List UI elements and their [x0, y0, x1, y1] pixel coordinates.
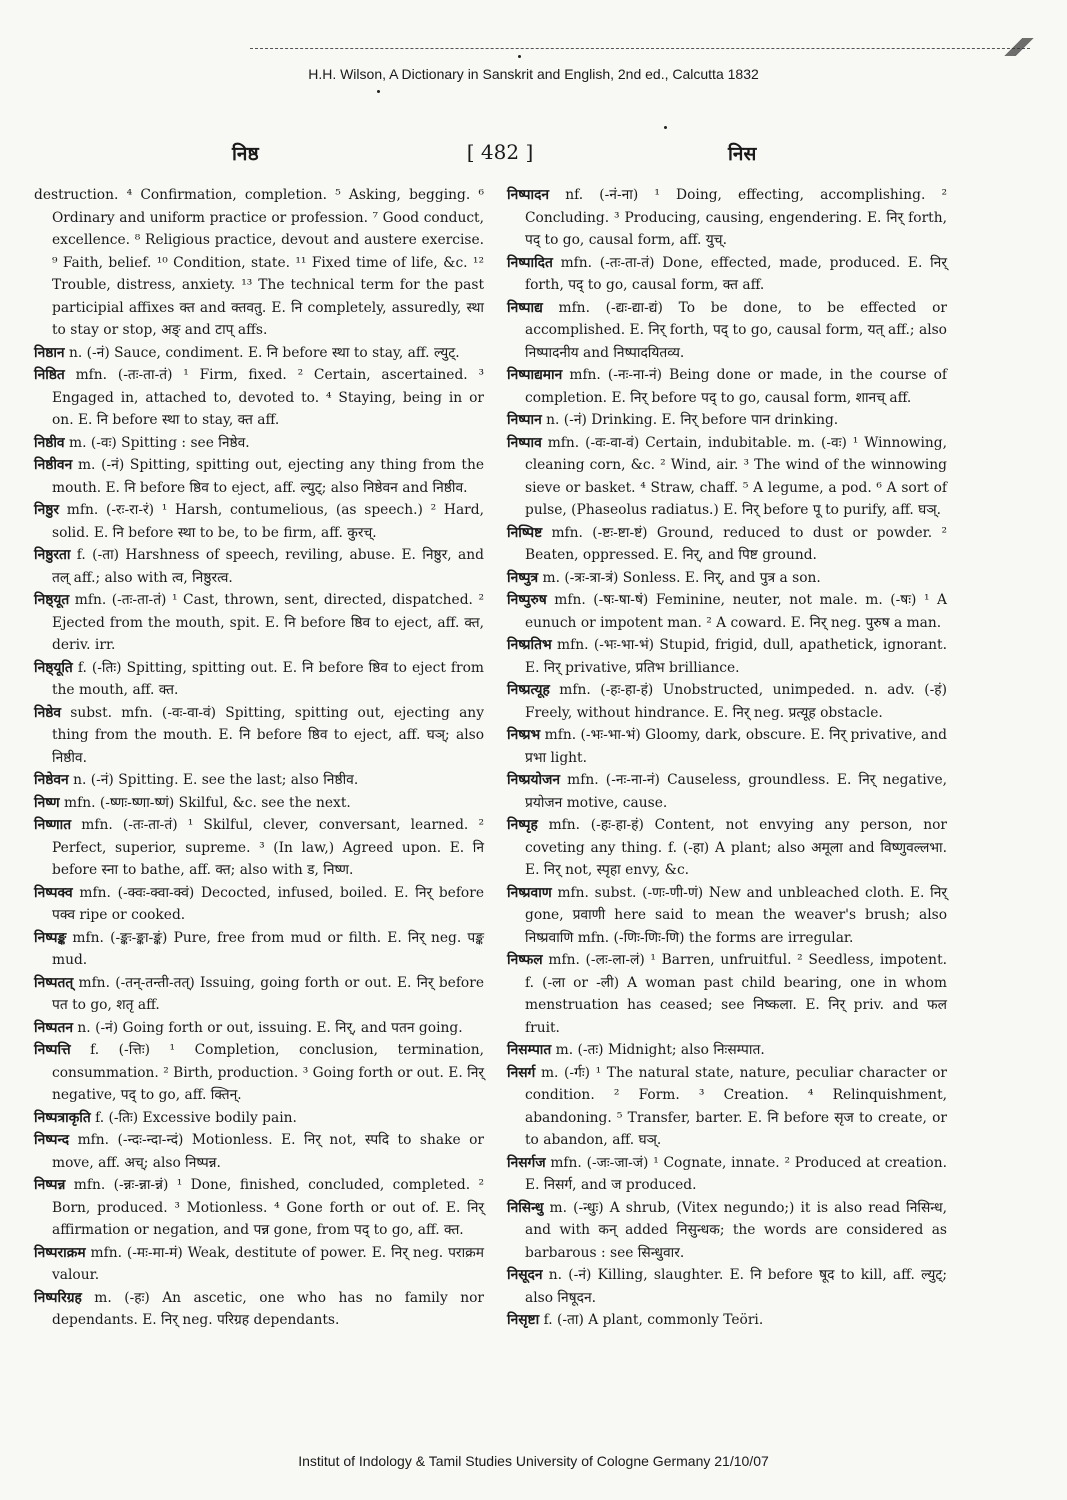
entry-definition: n. (-नं) Spitting. E. see the last; also निष्ठीव.: [68, 772, 359, 788]
dictionary-entry: [34, 972, 484, 1017]
entry-definition: mfn. (-भः-भा-भं) Stupid, frigid, dull, apathetick, ignorant. E. निर् privative, प्रतिभ brilliance.: [525, 637, 947, 676]
dictionary-entry: [34, 432, 484, 455]
entry-headword: निष्पन्न: [34, 1177, 66, 1193]
dictionary-entry: [507, 769, 947, 814]
dictionary-entry: [34, 1017, 484, 1040]
entry-definition: mfn. (-षः-षा-षं) Feminine, neuter, not male. m. (-षः) ¹ A eunuch or impotent man. ² A coward. E. निर् neg. पुरुष a man.: [525, 592, 947, 631]
entry-definition: m. (-वः) Spitting : see निष्ठेव.: [64, 434, 250, 451]
entry-headword: निष्प्रत्यूह: [507, 682, 550, 698]
dictionary-entry: [507, 432, 947, 522]
entry-definition: mfn. (-न्नः-न्ना-न्नं) ¹ Done, finished, concluded, completed. ² Born, produced. ³ Motionless. ⁴ Gone forth or out of. E. निर् affirmation or negation, and पन्न gone, from पद् to go, aff. क्त.: [52, 1177, 484, 1238]
entry-definition: mfn. (-ष्णः-ष्णा-ष्णं) Skilful, &c. see the next.: [59, 794, 351, 811]
dictionary-entry: [34, 499, 484, 544]
entry-headword: निष्पादित: [507, 254, 553, 271]
entry-headword: निसर्ग: [507, 1064, 536, 1081]
dictionary-entry: [34, 342, 484, 365]
entry-definition: mfn. (-लः-ला-लं) ¹ Barren, unfruitful. ² Seedless, impotent. f. (-ला or -ली) A woman past child bearing, one in whom menstruation has ceased; see निष्कला. E. निर् priv. and फल fruit.: [525, 952, 947, 1036]
dictionary-entry: [507, 1152, 947, 1197]
entry-headword: निष्परिग्रह: [34, 1289, 82, 1306]
entry-definition: mfn. (-रः-रा-रं) ¹ Harsh, contumelious, (as speech.) ² Hard, solid. E. नि before स्था to be, to be firm, aff. कुरच्.: [52, 502, 484, 541]
source-header: H.H. Wilson, A Dictionary in Sanskrit and English, 2nd ed., Calcutta 1832: [308, 66, 759, 82]
dictionary-entry: [34, 882, 484, 927]
entry-headword: निष्ठुर: [34, 502, 59, 518]
entry-definition: mfn. (-क्वः-क्वा-क्वं) Decocted, infused, boiled. E. निर् before पक्व ripe or cooked.: [52, 884, 484, 923]
dictionary-entry: [507, 409, 947, 432]
entry-headword: निष्ठीवन: [34, 457, 73, 473]
entry-headword: निसृष्टा: [507, 1312, 540, 1328]
entry-definition: f. (-ता) A plant, commonly Teöri.: [539, 1312, 764, 1328]
dictionary-entry: [34, 1129, 484, 1174]
dictionary-entry: [34, 927, 484, 972]
entry-headword: निसर्गज: [507, 1154, 546, 1171]
entry-headword: निष्पाव: [507, 434, 542, 451]
corner-mark: [999, 38, 1039, 56]
entry-headword: निष्पन्द: [34, 1132, 70, 1148]
entry-headword: निष्प्रवाण: [507, 884, 552, 901]
dictionary-entry: [34, 1039, 484, 1107]
dictionary-entry: [507, 1264, 947, 1309]
entry-definition: n. (-नं) Sauce, condiment. E. नि before स्था to stay, aff. ल्युट्.: [64, 344, 460, 361]
dictionary-entry: [507, 522, 947, 567]
entry-definition: n. (-नं) Killing, slaughter. E. नि before षूद to kill, aff. ल्युट्; also निषूदन.: [525, 1267, 947, 1306]
entry-definition: f. (-ता) Harshness of speech, reviling, abuse. E. निष्ठुर, and तल् aff.; also with त्व, निष्ठुरत्व.: [52, 547, 484, 586]
dictionary-entry: [507, 184, 947, 252]
entry-definition: m. (-नं) Spitting, spitting out, ejecting any thing from the mouth. E. नि before ष्ठिव to eject, aff. ल्युट्; also निष्ठेवन and निष्ठीव.: [52, 457, 484, 496]
entry-headword: निष्पत्राकृति: [34, 1109, 91, 1126]
dictionary-entry: [507, 589, 947, 634]
dictionary-entry: [34, 454, 484, 499]
dictionary-entry: [507, 949, 947, 1039]
entry-definition: f. (-त्तिः) ¹ Completion, conclusion, termination, consummation. ² Birth, production. ³ Going forth or out. E. निर् negative, पद् to go, aff. क्तिन्.: [52, 1042, 484, 1103]
dictionary-entry: [34, 1242, 484, 1287]
entry-definition: mfn. (-तन्-तन्ती-तत्) Issuing, going forth or out. E. निर् before पत to go, शतृ aff.: [52, 974, 484, 1013]
dictionary-entry: [507, 567, 947, 590]
entry-headword: निसिन्धु: [507, 1199, 544, 1216]
dictionary-entry: [507, 679, 947, 724]
entry-headword: निष्पाद्यमान: [507, 367, 563, 383]
entry-definition: mfn. (-भः-भा-भं) Gloomy, dark, obscure. E. निर् privative, and प्रभा light.: [525, 727, 947, 766]
entry-definition: mfn. (-हः-हा-हं) Content, not envying any person, nor coveting any thing. f. (-हा) A plant; also अमूला and विष्णुवल्लभा. E. निर् not, स्पृहा envy, &c.: [525, 817, 947, 878]
entry-headword: निष्ठान: [34, 344, 65, 361]
entry-headword: निष्पादन: [507, 187, 550, 203]
dictionary-entry: [507, 814, 947, 882]
entry-definition: destruction. ⁴ Confirmation, completion. ⁵ Asking, begging. ⁶ Ordinary and uniform practice or profession. ⁷ Good conduct, excellence. ⁸ Religious practice, devout and austere exercise. ⁹ Faith, belief. ¹⁰ Condition, state. ¹¹ Fixed time of life, &c. ¹² Trouble, distress, anxiety. ¹³ The technical term for the past participial affixes क्त and क्तवतु. E. नि completely, assuredly, स्था to stay or stop, अङ् and टाप् affs.: [34, 187, 484, 338]
entry-definition: m. (-र्गः) ¹ The natural state, nature, peculiar character or condition. ² Form. ³ Creation. ⁴ Relinquishment, abandoning. ⁵ Transfer, barter. E. नि before सृज to create, or to abandon, aff. घञ्.: [525, 1064, 947, 1148]
entry-headword: निष्पुत्र: [507, 569, 539, 586]
dictionary-entry: [34, 1174, 484, 1242]
dictionary-entry: [507, 882, 947, 950]
entry-headword: निष्ठेवन: [34, 772, 69, 788]
entry-headword: निष्पाद्य: [507, 299, 543, 316]
entry-definition: mfn. (-हः-हा-हं) Unobstructed, unimpeded. n. adv. (-हं) Freely, without hindrance. E. निर् neg. प्रत्यूह obstacle.: [525, 682, 947, 721]
dictionary-entry: [507, 252, 947, 297]
entry-headword: निसम्पात: [507, 1042, 552, 1058]
entry-definition: mfn. (-तः-ता-तं) ¹ Firm, fixed. ² Certain, ascertained. ³ Engaged in, attached to, devoted to. ⁴ Staying, being in or on. E. नि before स्था to stay, क्त aff.: [52, 367, 484, 428]
entry-headword: निष्पत्ति: [34, 1042, 71, 1058]
entry-definition: f. (-तिः) Excessive bodily pain.: [90, 1109, 297, 1126]
dictionary-entry: [34, 364, 484, 432]
entry-definition: mfn. subst. (-णः-णी-णं) New and unbleached cloth. E. निर् gone, प्रवाणी here said to mean the weaver's brush; also निष्प्रवाणि mfn. (-णिः-णिः-णि) the forms are irregular.: [525, 884, 947, 946]
entry-headword: निष्पक्व: [34, 884, 73, 901]
right-column: [507, 184, 947, 1332]
dictionary-entry: [507, 297, 947, 365]
entry-headword: निष्फल: [507, 952, 543, 968]
left-column: [34, 184, 484, 1332]
entry-definition: mfn. (-न्दः-न्दा-न्दं) Motionless. E. निर् not, स्पदि to shake or move, aff. अच्; also निष्पन्न.: [52, 1132, 484, 1171]
entry-definition: mfn. (-जः-जा-जं) ¹ Cognate, innate. ² Produced at creation. E. निसर्ग, and ज produced.: [525, 1154, 947, 1193]
dictionary-entry: [507, 634, 947, 679]
entry-definition: mfn. (-नः-ना-नं) Being done or made, in the course of completion. E. निर् before पद् to go, causal form, शानच् aff.: [525, 367, 947, 406]
entry-headword: निष्ठेव: [34, 704, 62, 721]
entry-definition: mfn. (-नः-ना-नं) Causeless, groundless. E. निर् negative, प्रयोजन motive, cause.: [525, 772, 947, 811]
entry-definition: f. (-तिः) Spitting, spitting out. E. नि before ष्ठिव to eject from the mouth, aff. क्त.: [52, 659, 484, 698]
entry-headword: निष्पृह: [507, 817, 538, 833]
entry-headword: निष्पराक्रम: [34, 1244, 86, 1261]
entry-definition: m. (-तः) Midnight; also निःसम्पात.: [551, 1042, 765, 1058]
entry-headword: निष्ठीव: [34, 434, 65, 451]
entry-headword: निष्ठित: [34, 367, 65, 383]
entry-definition: mfn. (-तः-ता-तं) Done, effected, made, produced. E. निर् forth, पद् to go, causal form, क्त aff.: [525, 254, 947, 293]
entry-definition: n. (-नं) Going forth or out, issuing. E. निर्, and पतन going.: [73, 1019, 463, 1036]
dictionary-entry: [34, 1287, 484, 1332]
entry-headword: निष्ठ्यूति: [34, 659, 73, 676]
source-footer: Institut of Indology & Tamil Studies University of Cologne Germany 21/10/07: [298, 1453, 769, 1469]
dictionary-entry: [34, 1107, 484, 1130]
speck: [377, 90, 380, 93]
left-running-head: निष्ठ: [232, 143, 259, 165]
top-rule: [250, 48, 1030, 49]
dictionary-entry: [34, 184, 484, 342]
dictionary-entry: [34, 657, 484, 702]
entry-headword: निष्पान: [507, 412, 542, 428]
entry-definition: mfn. (-ङ्कः-ङ्का-ङ्कं) Pure, free from mud or filth. E. निर् neg. पङ्क mud.: [52, 929, 484, 968]
entry-definition: mfn. (-द्यः-द्या-द्यं) To be done, to be effected or accomplished. E. निर् forth, पद् to go, causal form, यत् aff.; also निष्पादनीय and निष्पादयितव्य.: [525, 299, 947, 361]
entry-definition: mfn. (-वः-वा-वं) Certain, indubitable. m. (-वः) ¹ Winnowing, cleaning corn, &c. ² Wind, air. ³ The wind of the winnowing sieve or basket. ⁴ Straw, chaff. ⁵ A legume, a pod. ⁶ A sort of pulse, (Phaseolus radiatus.) E. निर् before पू to purify, aff. घञ्.: [525, 434, 947, 518]
entry-definition: mfn. (-ष्टः-ष्टा-ष्टं) Ground, reduced to dust or powder. ² Beaten, oppressed. E. निर्, and पिष्ट ground.: [525, 524, 947, 563]
entry-headword: निसूदन: [507, 1267, 543, 1283]
entry-headword: निष्पङ्क: [34, 929, 67, 946]
dictionary-entry: [507, 1062, 947, 1152]
entry-definition: mfn. (-तः-ता-तं) ¹ Skilful, clever, conversant, learned. ² Perfect, superior, supreme. ³ (In law,) Agreed upon. E. नि before स्ना to bathe, aff. क्त; also with ड, निष्ण.: [52, 817, 484, 878]
dictionary-entry: [507, 1039, 947, 1062]
entry-headword: निष्पिष्ट: [507, 524, 543, 541]
entry-headword: निष्ठ्यूत: [34, 592, 70, 608]
entry-headword: निष्ण: [34, 794, 60, 811]
dictionary-entry: [507, 1197, 947, 1265]
speck: [664, 126, 667, 129]
entry-headword: निष्पतत्: [34, 974, 74, 991]
entry-definition: mfn. (-तः-ता-तं) ¹ Cast, thrown, sent, directed, dispatched. ² Ejected from the mouth, spit. E. नि before ष्ठिव to eject, aff. क्त, deriv. irr.: [52, 592, 484, 653]
entry-headword: निष्प्रयोजन: [507, 772, 560, 788]
entry-definition: m. (-त्रः-त्रा-त्रं) Sonless. E. निर्, and पुत्र a son.: [538, 569, 821, 586]
dictionary-entry: [34, 814, 484, 882]
entry-headword: निष्णात: [34, 817, 72, 833]
dictionary-entry: [34, 792, 484, 815]
entry-headword: निष्प्रतिभ: [507, 637, 552, 653]
page-number: [ 482 ]: [466, 140, 534, 164]
speck: [518, 55, 521, 58]
entry-headword: निष्प्रभ: [507, 727, 541, 743]
entry-definition: nf. (-नं-ना) ¹ Doing, effecting, accomplishing. ² Concluding. ³ Producing, causing, engendering. E. निर् forth, पद् to go, causal form, aff. युच्.: [525, 187, 947, 248]
entry-headword: निष्ठुरता: [34, 547, 71, 563]
dictionary-entry: [34, 769, 484, 792]
dictionary-entry: [34, 702, 484, 770]
dictionary-entry: [34, 544, 484, 589]
dictionary-entry: [507, 1309, 947, 1332]
dictionary-entry: [34, 589, 484, 657]
dictionary-entry: [507, 364, 947, 409]
entry-definition: m. (-न्धुः) A shrub, (Vitex negundo;) it is also read निसिन्ध, and with कन् added निसुन्धक; the words are considered as barbarous : see सिन्धुवार.: [525, 1199, 947, 1261]
dictionary-entry: [507, 724, 947, 769]
entry-headword: निष्पुरुष: [507, 592, 547, 608]
entry-definition: m. (-हः) An ascetic, one who has no family nor dependants. E. निर् neg. परिग्रह dependants.: [52, 1289, 484, 1328]
entry-headword: निष्पतन: [34, 1019, 74, 1036]
entry-definition: subst. mfn. (-वः-वा-वं) Spitting, spitting out, ejecting any thing from the mouth. E. नि before ष्ठिव to eject, aff. घञ्; also निष्ठीव.: [52, 704, 484, 766]
right-running-head: निस: [728, 143, 757, 165]
entry-definition: n. (-नं) Drinking. E. निर् before पान drinking.: [541, 412, 839, 428]
entry-definition: mfn. (-मः-मा-मं) Weak, destitute of power. E. निर् neg. पराक्रम valour.: [52, 1244, 484, 1283]
